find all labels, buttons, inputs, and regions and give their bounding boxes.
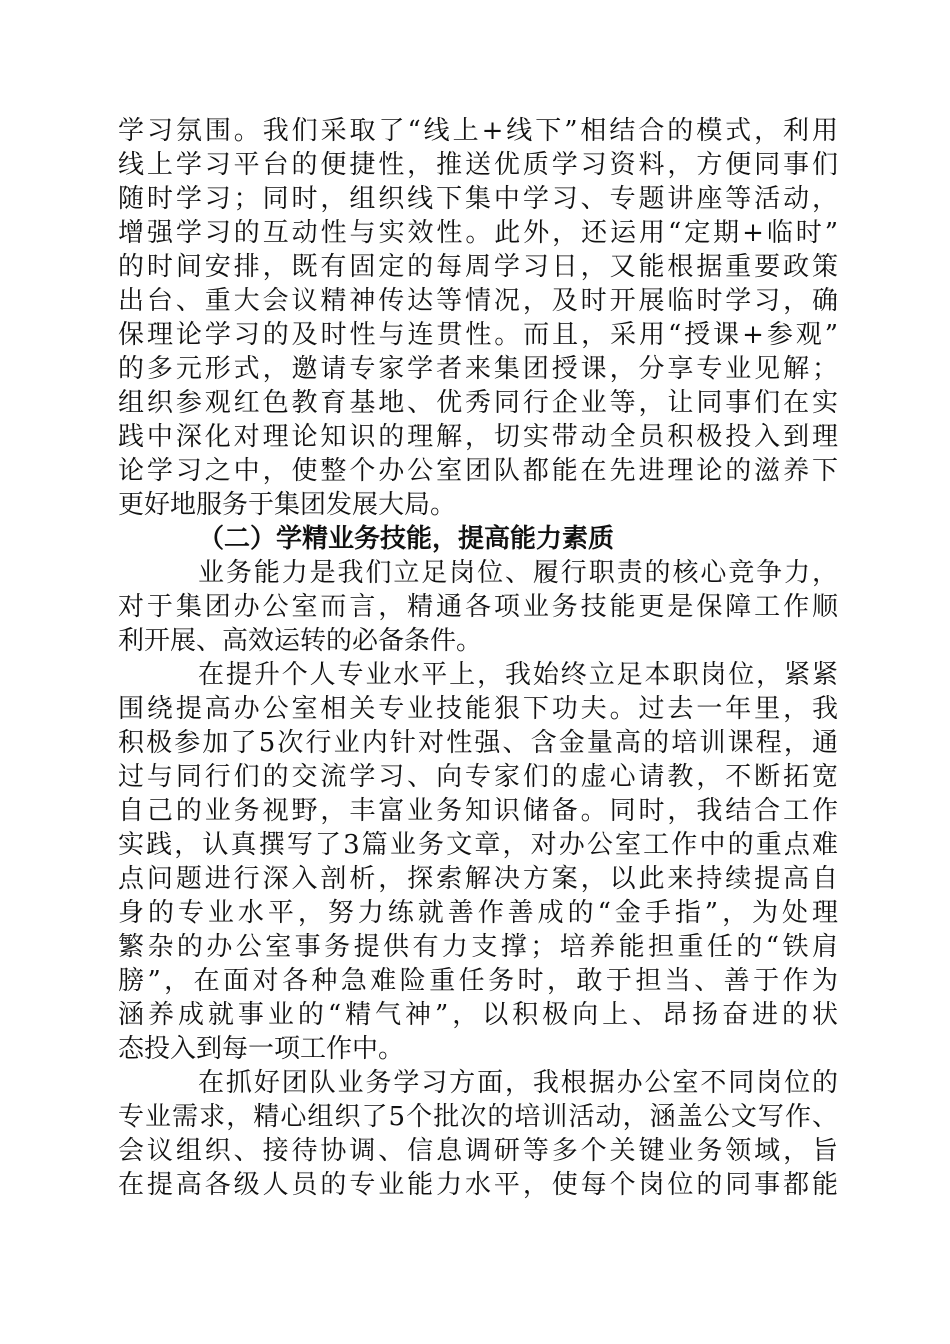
text-line: 积极参加了5次行业内针对性强、含金量高的培训课程，通 (118, 728, 838, 758)
text-line: 自己的业务视野，丰富业务知识储备。同时，我结合工作 (118, 796, 838, 826)
text-line: 的多元形式，邀请专家学者来集团授课，分享专业见解； (118, 354, 838, 384)
text-line: 围绕提高办公室相关专业技能狠下功夫。过去一年里，我 (118, 694, 838, 724)
text-line: 专业需求，精心组织了5个批次的培训活动，涵盖公文写作、 (118, 1102, 838, 1132)
text-line: 增强学习的互动性与实效性。此外，还运用“定期+临时” (118, 218, 838, 248)
text-line: 的时间安排，既有固定的每周学习日，又能根据重要政策 (118, 252, 838, 282)
text-line: 组织参观红色教育基地、优秀同行企业等，让同事们在实 (118, 388, 838, 418)
text-line: 身的专业水平，努力练就善作善成的“金手指”，为处理 (118, 898, 838, 928)
paragraph (118, 658, 838, 1066)
text-line: 学习氛围。我们采取了“线上+线下”相结合的模式，利用 (118, 116, 838, 146)
text-line: 对于集团办公室而言，精通各项业务技能更是保障工作顺 (118, 592, 838, 622)
document-body (118, 114, 838, 1202)
text-line: 繁杂的办公室事务提供有力支撑；培养能担重任的“铁肩 (118, 932, 838, 962)
text-line: 过与同行们的交流学习、向专家们的虚心请教，不断拓宽 (118, 762, 838, 792)
text-line: 膀”，在面对各种急难险重任务时，敢于担当、善于作为 (118, 966, 838, 996)
text-line: 践中深化对理论知识的理解，切实带动全员积极投入到理 (118, 422, 838, 452)
text-line: 点问题进行深入剖析，探索解决方案，以此来持续提高自 (118, 864, 838, 894)
text-line: 在提升个人专业水平上，我始终立足本职岗位，紧紧 (198, 660, 838, 690)
text-line: 论学习之中，使整个办公室团队都能在先进理论的滋养下 (118, 456, 838, 486)
text-line: 态投入到每一项工作中。 (118, 1034, 405, 1064)
text-line: 保理论学习的及时性与连贯性。而且，采用“授课+参观” (118, 320, 838, 350)
text-line: 业务能力是我们立足岗位、履行职责的核心竞争力， (198, 558, 838, 588)
paragraph (118, 556, 838, 658)
section-heading: （二）学精业务技能，提高能力素质 (198, 524, 615, 554)
text-line: 线上学习平台的便捷性，推送优质学习资料，方便同事们 (118, 150, 838, 180)
paragraph (118, 114, 838, 522)
text-line: 在抓好团队业务学习方面，我根据办公室不同岗位的 (198, 1068, 838, 1098)
text-line: 会议组织、接待协调、信息调研等多个关键业务领域，旨 (118, 1136, 838, 1166)
text-line: 涵养成就事业的“精气神”，以积极向上、昂扬奋进的状 (118, 1000, 838, 1030)
text-line: 随时学习；同时，组织线下集中学习、专题讲座等活动， (118, 184, 838, 214)
paragraph (118, 1066, 838, 1202)
text-line: 更好地服务于集团发展大局。 (118, 490, 457, 520)
text-line: 在提高各级人员的专业能力水平，使每个岗位的同事都能 (118, 1170, 838, 1200)
text-line: 利开展、高效运转的必备条件。 (118, 626, 483, 656)
text-line: 实践，认真撰写了3篇业务文章，对办公室工作中的重点难 (118, 830, 838, 860)
text-line: 出台、重大会议精神传达等情况，及时开展临时学习，确 (118, 286, 838, 316)
